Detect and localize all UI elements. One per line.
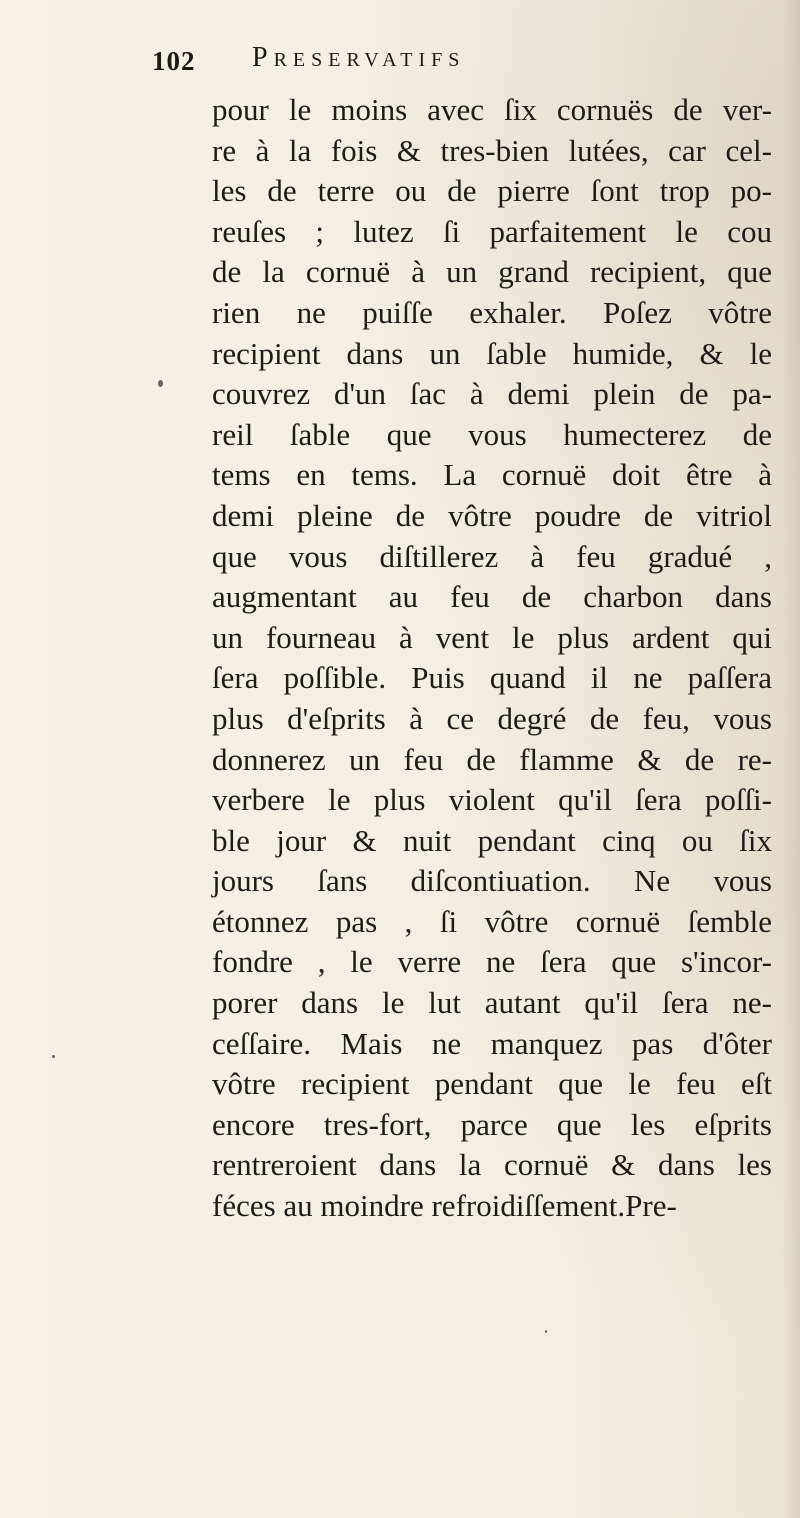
text-line: plus d'eſprits à ce degré de feu, vous [212,700,772,736]
text-line: féces au moindre refroidiſſement.Pre- [212,1188,677,1224]
text-line: fondre , le verre ne ſera que s'incor- [212,944,772,980]
text-line: étonnez pas , ſi vôtre cornuë ſemble [212,903,772,939]
text-line: jours ſans diſcontiuation. Ne vous [212,863,772,899]
text-line: couvrez d'un ſac à demi plein de pa- [212,376,772,412]
text-line: vôtre recipient pendant que le feu eſt [212,1066,772,1102]
text-line: pour le moins avec ſix cornuës de ver- [212,92,772,127]
running-head [152,42,672,82]
text-line: ſera poſſible. Puis quand il ne paſſera [212,660,772,696]
running-title: Preservatifs [252,42,466,73]
ink-speck [52,1055,55,1058]
page-edge-shadow [782,0,800,1518]
text-line: un fourneau à vent le plus ardent qui [212,619,772,655]
text-line: tems en tems. La cornuë doit être à [212,457,772,493]
text-line: donnerez un feu de flamme & de re- [212,741,772,777]
text-line: porer dans le lut autant qu'il ſera ne- [212,985,772,1021]
text-line: ceſſaire. Mais ne manquez pas d'ôter [212,1025,772,1061]
text-line: ble jour & nuit pendant cinq ou ſix [212,822,772,858]
text-line: augmentant au feu de charbon dans [212,579,772,615]
body-text [212,90,772,1227]
ink-speck [158,380,163,387]
text-line: reil ſable que vous humecterez de [212,416,772,452]
text-line: les de terre ou de pierre ſont trop po- [212,173,772,209]
ink-speck [545,1330,547,1333]
text-line: de la cornuë à un grand recipient, que [212,254,772,290]
text-line: que vous diſtillerez à feu gradué , [212,538,772,574]
text-line: verbere le plus violent qu'il ſera poſſi- [212,782,772,818]
text-line: encore tres-fort, parce que les eſprits [212,1106,772,1142]
text-line: rien ne puiſſe exhaler. Poſez vôtre [212,294,772,330]
text-line: recipient dans un ſable humide, & le [212,335,772,371]
text-line: rentreroient dans la cornuë & dans les [212,1147,772,1183]
page-number: 102 [152,46,196,76]
text-line: reuſes ; lutez ſi parfaitement le cou [212,213,772,249]
text-line: demi pleine de vôtre poudre de vitriol [212,497,772,533]
text-line: re à la fois & tres-bien lutées, car cel- [212,132,772,168]
